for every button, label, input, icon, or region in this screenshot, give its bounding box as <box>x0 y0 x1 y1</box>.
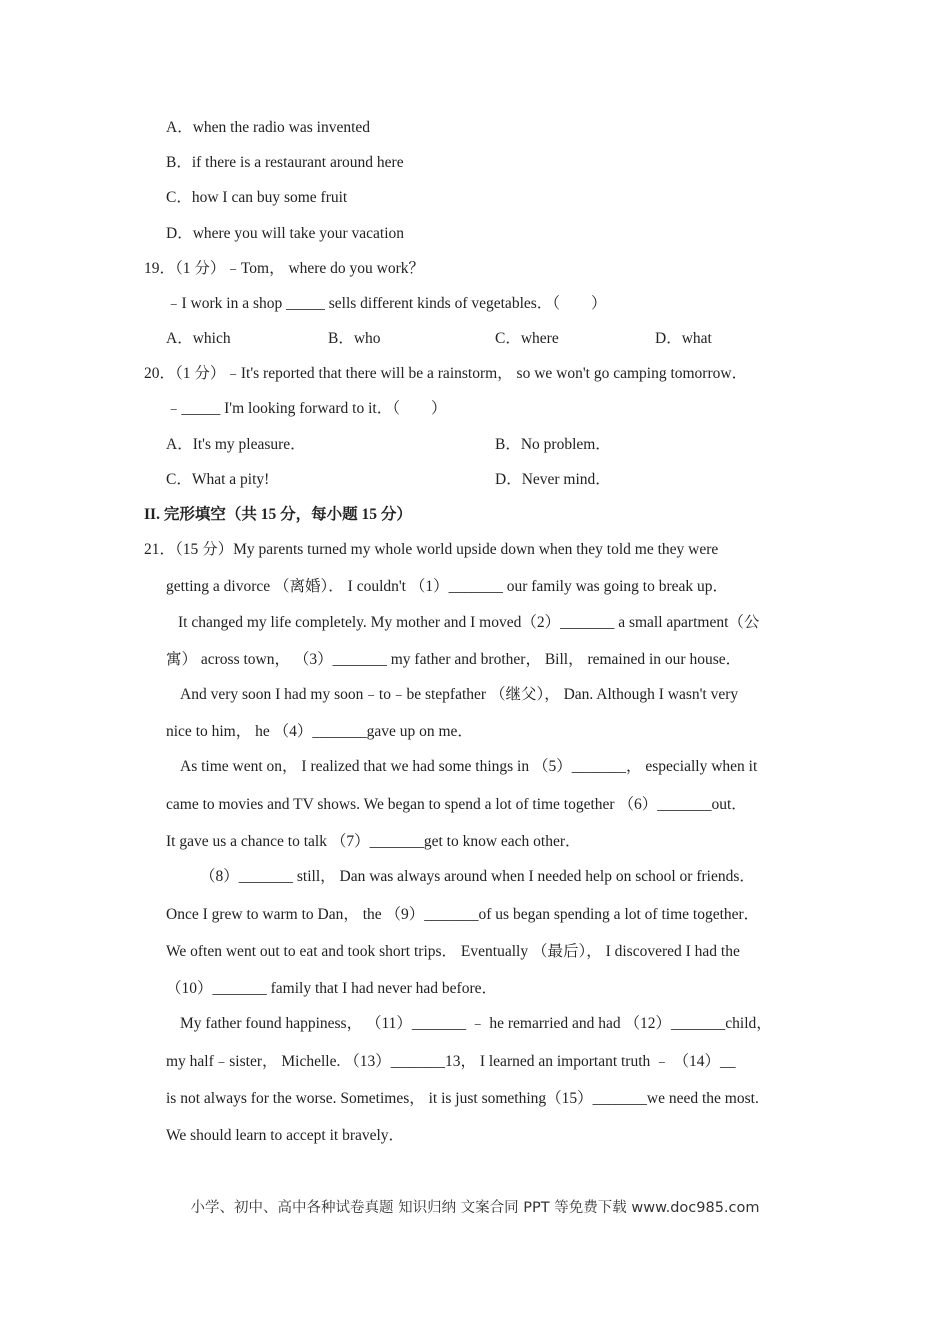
passage-line: nice to him， he （4）_______gave up on me． <box>166 723 473 740</box>
q20-option-a: A．It's my pleasure． <box>166 436 306 453</box>
passage-line: 寓） across town， （3）_______ my father and brother， Bill， remained in our house． <box>166 651 742 668</box>
passage-line: It gave us a chance to talk （7）_______get to know each other． <box>166 833 581 850</box>
passage-line: is not always for the worse. Sometimes， it is just something（15）_______we need the most. <box>166 1090 759 1107</box>
passage-line: getting a divorce （离婚）． I couldn't （1）_______ our family was going to break up． <box>166 578 728 595</box>
q20-option-d: D．Never mind． <box>495 471 611 488</box>
q20-option-c: C．What a pity! <box>166 471 270 488</box>
passage-line: We should learn to accept it bravely． <box>166 1127 405 1144</box>
footer-text: 小学、初中、高中各种试卷真题 知识归纳 文案合同 PPT 等免费下载 www.doc985.com <box>190 1200 760 1216</box>
passage-line: It changed my life completely. My mother and I moved（2）_______ a small apartment（公 <box>178 614 760 631</box>
passage-line: （8）_______ still， Dan was always around when I needed help on school or friends． <box>200 868 755 885</box>
q19-line2: ﹣I work in a shop _____ sells different kinds of vegetables．（ ） <box>166 295 607 312</box>
passage-line: 21．（15 分）My parents turned my whole world upside down when they told me they were <box>144 541 719 558</box>
section-heading: II. 完形填空（共 15 分，每小题 15 分） <box>144 506 412 523</box>
q19-option-a: A．which <box>166 330 231 347</box>
q18-option-b: B．if there is a restaurant around here <box>166 154 404 171</box>
passage-line: My father found happiness， （11）_______ ﹣ he remarried and had （12）_______child， <box>180 1015 772 1032</box>
q20-stem: 20．（1 分）﹣It's reported that there will be a rainstorm， so we won't go camping tomorrow． <box>144 365 748 382</box>
passage-line: my half﹣sister， Michelle. （13）_______13， I learned an important truth ﹣ （14）__ <box>166 1053 736 1070</box>
q19-stem: 19．（1 分）﹣Tom， where do you work？ <box>144 260 425 277</box>
q19-option-d: D．what <box>655 330 712 347</box>
q18-option-c: C．how I can buy some fruit <box>166 189 348 206</box>
passage-line: came to movies and TV shows. We began to spend a lot of time together （6）_______out． <box>166 796 747 813</box>
q20-line2: ﹣_____ I'm looking forward to it．（ ） <box>166 400 447 417</box>
passage-line: （10）_______ family that I had never had before． <box>166 980 498 997</box>
passage-line: And very soon I had my soon﹣to﹣be stepfather （继父）， Dan. Although I wasn't very <box>180 686 739 703</box>
q19-option-b: B．who <box>328 330 381 347</box>
passage-line: We often went out to eat and took short trips． Eventually （最后）， I discovered I had the <box>166 943 740 960</box>
q18-option-d: D．where you will take your vacation <box>166 225 405 242</box>
q19-option-c: C．where <box>495 330 559 347</box>
passage-line: Once I grew to warm to Dan， the （9）_______of us began spending a lot of time together． <box>166 906 760 923</box>
passage-line: As time went on， I realized that we had some things in （5）_______， especially when it <box>180 758 758 775</box>
q20-option-b: B．No problem． <box>495 436 611 453</box>
q18-option-a: A．when the radio was invented <box>166 119 371 136</box>
